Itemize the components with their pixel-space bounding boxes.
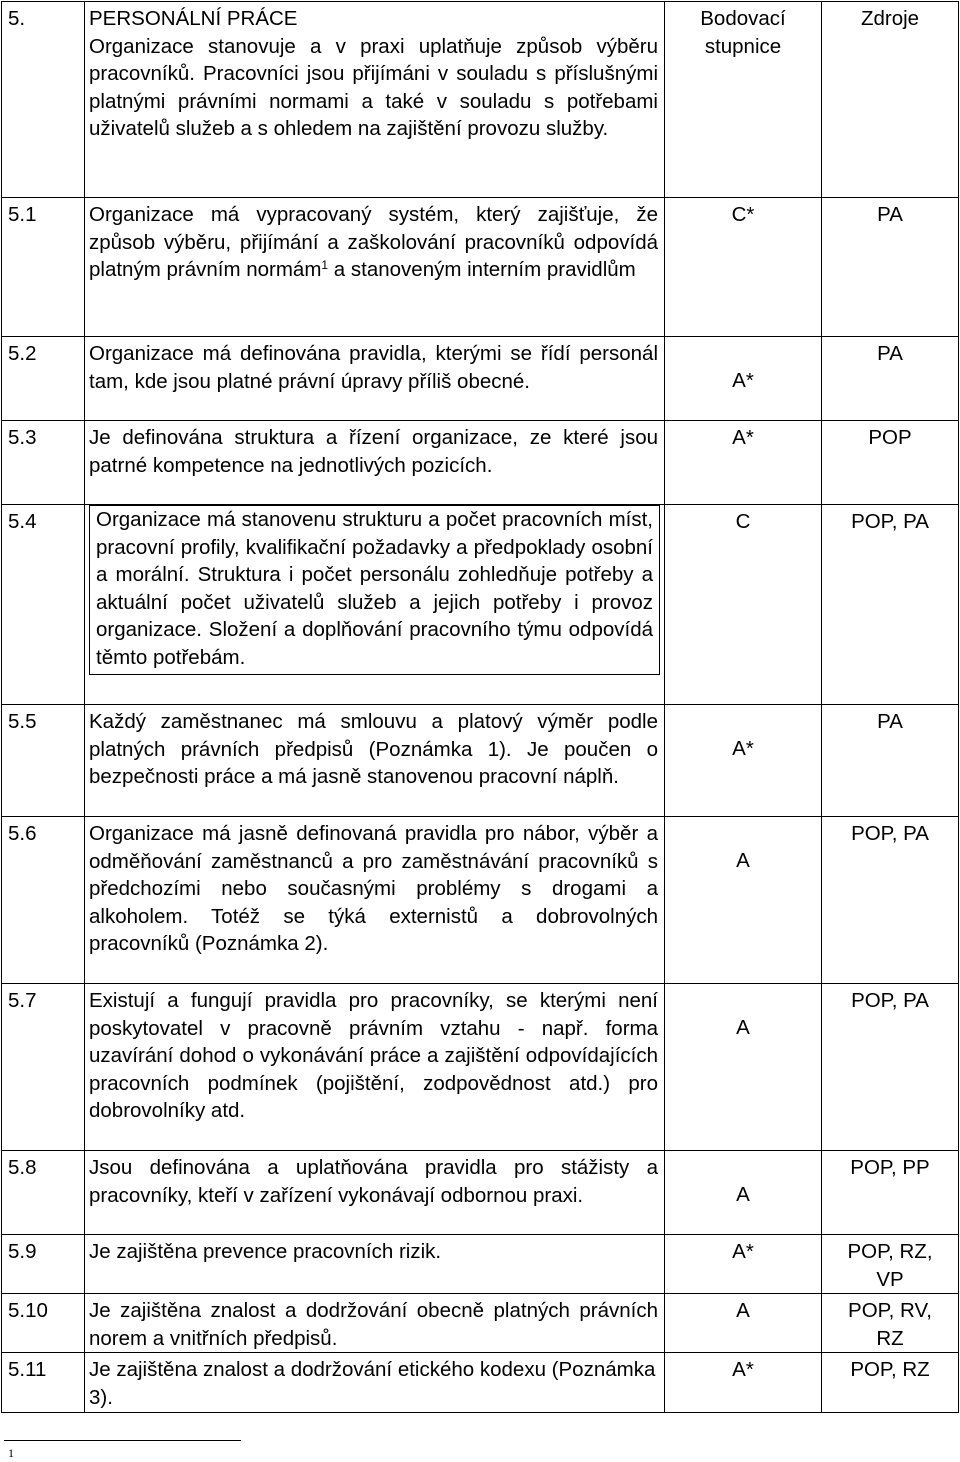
row-text: Jsou definována a uplatňována pravidla pro stážisty a pracovníky, kteří v zařízení vykonávají odbornou praxi. xyxy=(89,1156,658,1207)
table-row xyxy=(2,817,959,984)
row-source: POP, RZ, VP xyxy=(847,1240,933,1291)
row-number: 5.10 xyxy=(8,1299,48,1323)
table-row xyxy=(2,705,959,817)
row-number: 5.2 xyxy=(8,342,37,365)
row-score: A* xyxy=(732,1358,754,1382)
row-text: Je zajištěna znalost a dodržování obecně platných právních norem a vnitřních předpisů. xyxy=(89,1299,658,1350)
row-number: 5.3 xyxy=(8,426,37,449)
row-text: Existují a fungují pravidla pro pracovníky, se kterými není poskytovatel v pracovně právním vztahu - např. forma uzavírání dohod o vykonávání práce a zajištění odpovídajících pracovních podmínek (pojištění, zodpovědnost atd.) pro dobrovolníky atd. xyxy=(89,989,658,1123)
section-number: 5. xyxy=(8,7,26,30)
row-score: A* xyxy=(732,737,754,760)
table-row xyxy=(2,1235,959,1294)
header-score: Bodovací stupnice xyxy=(700,7,786,58)
row-source: POP, PA xyxy=(851,822,929,845)
standards-table xyxy=(1,1,959,1413)
row-source: POP, RZ xyxy=(850,1358,930,1382)
header-source: Zdroje xyxy=(860,7,920,30)
row-score: A xyxy=(736,1016,750,1039)
row-text: Je zajištěna prevence pracovních rizik. xyxy=(89,1240,442,1263)
row-text: Organizace má vypracovaný systém, který zajišťuje, že způsob výběru, přijímání a zaškolování pracovníků odpovídá platným právním normám xyxy=(89,203,658,282)
row-number: 5.6 xyxy=(8,822,37,845)
row-number: 5.5 xyxy=(8,710,37,733)
row-text: Je definována struktura a řízení organizace, ze které jsou patrné kompetence na jednotlivých pozicích. xyxy=(89,426,658,477)
row-source: POP, PA xyxy=(851,989,929,1012)
section-header-row xyxy=(2,2,959,198)
footnote-ref: 1 xyxy=(321,258,329,273)
row-text: Každý zaměstnanec má smlouvu a platový výměr podle platných právních předpisů (Poznámka 1). Je poučen o bezpečnosti práce a má jasně stanovenou pracovní náplň. xyxy=(89,710,658,789)
row-source: POP xyxy=(868,426,912,449)
table-row xyxy=(2,1151,959,1235)
row-number: 5.4 xyxy=(8,510,37,533)
row-number: 5.7 xyxy=(8,989,37,1012)
row-source: POP, PA xyxy=(851,510,929,533)
table-row xyxy=(2,421,959,505)
row-source: PA xyxy=(877,342,903,365)
row-score: C* xyxy=(731,203,755,226)
footnote-separator xyxy=(4,1440,241,1441)
row-text-cont: a stanoveným interním pravidlům xyxy=(328,258,636,282)
row-text: Je zajištěna znalost a dodržování etického kodexu (Poznámka 3). xyxy=(89,1358,656,1409)
row-source: PA xyxy=(877,203,903,226)
row-score: A xyxy=(736,849,750,872)
table-row xyxy=(2,1353,959,1412)
footnote-marker: 1 xyxy=(8,1446,14,1460)
row-score: A* xyxy=(732,426,754,449)
row-number: 5.9 xyxy=(8,1240,37,1263)
row-number: 5.11 xyxy=(8,1358,47,1382)
table-row xyxy=(2,198,959,337)
row-score: A xyxy=(736,1183,750,1206)
table-row xyxy=(2,984,959,1151)
row-source: PA xyxy=(877,710,903,733)
table-row xyxy=(2,1294,959,1353)
row-text: Organizace má stanovenu strukturu a počet pracovních míst, pracovní profily, kvalifikační požadavky a předpoklady osobní a morální. Struktura i počet personálu zohledňuje potřeby a aktuální počet uživatelů služeb a jejich potřeby i provoz organizace. Složení a doplňování pracovního týmu odpovídá těmto potřebám. xyxy=(89,505,660,675)
row-score: C xyxy=(735,510,751,533)
row-text: Organizace má jasně definovaná pravidla pro nábor, výběr a odměňování zaměstnanců a pro zaměstnávání pracovníků s předchozími nebo současnými problémy s drogami a alkoholem. Totéž se týká externistů a dobrovolných pracovníků (Poznámka 2). xyxy=(89,822,658,956)
row-number: 5.8 xyxy=(8,1156,37,1179)
row-source: POP, PP xyxy=(850,1156,930,1179)
section-title: PERSONÁLNÍ PRÁCE xyxy=(89,7,298,30)
table-row xyxy=(2,505,959,705)
row-number: 5.1 xyxy=(8,203,37,226)
row-source: POP, RV, RZ xyxy=(848,1299,932,1350)
row-text: Organizace má definována pravidla, kterými se řídí personál tam, kde jsou platné právní úpravy příliš obecné. xyxy=(89,342,658,393)
table-row xyxy=(2,337,959,421)
section-intro: Organizace stanovuje a v praxi uplatňuje způsob výběru pracovníků. Pracovníci jsou přijímáni v souladu s příslušnými platnými právními normami a také v souladu s potřebami uživatelů služeb a s ohledem na zajištění provozu služby. xyxy=(89,34,658,141)
row-score: A* xyxy=(732,369,754,392)
row-score: A* xyxy=(732,1240,754,1263)
row-score: A xyxy=(736,1299,750,1323)
